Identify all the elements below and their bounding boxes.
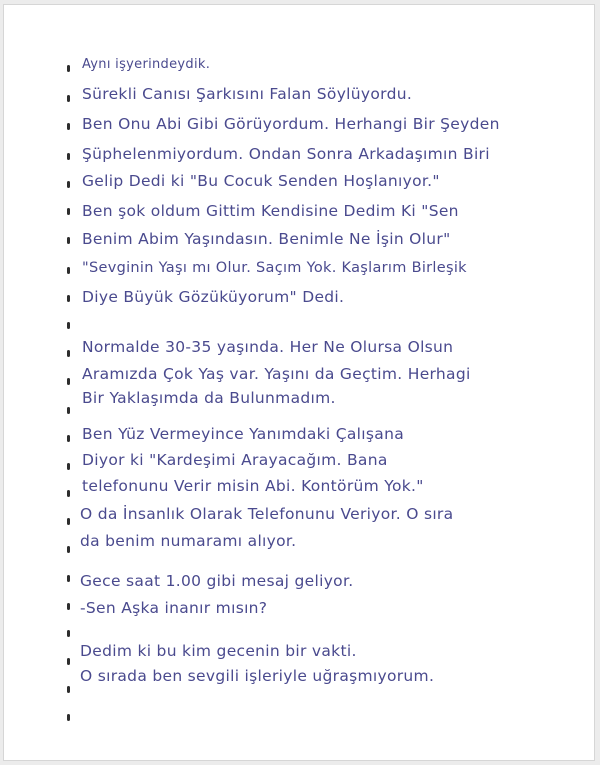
note-line: Şüphelenmiyordum. Ondan Sonra Arkadaşımın Biri — [82, 145, 490, 163]
note-line: Sürekli Canısı Şarkısını Falan Söylüyordu. — [82, 85, 413, 103]
margin-mark — [67, 95, 70, 102]
note-line: "Sevginin Yaşı mı Olur. Saçım Yok. Kaşlarım Birleşik — [82, 260, 467, 276]
note-line: Diye Büyük Gözüküyorum" Dedi. — [82, 288, 345, 306]
margin-mark — [67, 208, 70, 215]
note-line: Gece saat 1.00 gibi mesaj geliyor. — [80, 572, 354, 590]
margin-mark — [67, 714, 70, 721]
margin-mark — [67, 603, 70, 610]
margin-mark — [67, 686, 70, 693]
handwritten-page — [3, 4, 595, 761]
note-line: -Sen Aşka inanır mısın? — [80, 599, 268, 617]
note-line: Ben Yüz Vermeyince Yanımdaki Çalışana — [82, 425, 404, 443]
margin-mark — [67, 378, 70, 385]
margin-mark — [67, 65, 70, 72]
margin-mark — [67, 237, 70, 244]
note-line: Bir Yaklaşımda da Bulunmadım. — [82, 389, 336, 407]
note-line: Benim Abim Yaşındasın. Benimle Ne İşin Olur" — [82, 230, 451, 248]
margin-mark — [67, 267, 70, 274]
margin-mark — [67, 435, 70, 442]
note-line: da benim numaramı alıyor. — [80, 532, 297, 550]
margin-mark — [67, 518, 70, 525]
margin-mark — [67, 463, 70, 470]
note-line: telefonunu Verir misin Abi. Kontörüm Yok." — [82, 477, 424, 495]
margin-mark — [67, 490, 70, 497]
margin-mark — [67, 181, 70, 188]
margin-mark — [67, 575, 70, 582]
note-line: Gelip Dedi ki "Bu Cocuk Senden Hoşlanıyor." — [82, 172, 440, 190]
margin-mark — [67, 123, 70, 130]
margin-mark — [67, 350, 70, 357]
margin-mark — [67, 322, 70, 329]
margin-mark — [67, 658, 70, 665]
handwritten-note — [4, 5, 594, 760]
margin-mark — [67, 295, 70, 302]
note-line: O sırada ben sevgili işleriyle uğraşmıyorum. — [80, 667, 435, 685]
note-line: Dedim ki bu kim gecenin bir vakti. — [80, 642, 357, 660]
margin-mark — [67, 546, 70, 553]
margin-mark — [67, 630, 70, 637]
note-line: Aramızda Çok Yaş var. Yaşını da Geçtim. Herhagi — [82, 365, 471, 383]
margin-mark — [67, 153, 70, 160]
margin-mark — [67, 407, 70, 414]
note-line: Diyor ki "Kardeşimi Arayacağım. Bana — [82, 451, 388, 469]
note-line: Aynı işyerindeydik. — [82, 57, 211, 72]
note-line: Ben Onu Abi Gibi Görüyordum. Herhangi Bir Şeyden — [82, 115, 500, 133]
note-line: Normalde 30-35 yaşında. Her Ne Olursa Olsun — [82, 338, 454, 356]
note-line: Ben şok oldum Gittim Kendisine Dedim Ki "Sen — [82, 202, 459, 220]
note-line: O da İnsanlık Olarak Telefonunu Veriyor. O sıra — [80, 505, 454, 523]
